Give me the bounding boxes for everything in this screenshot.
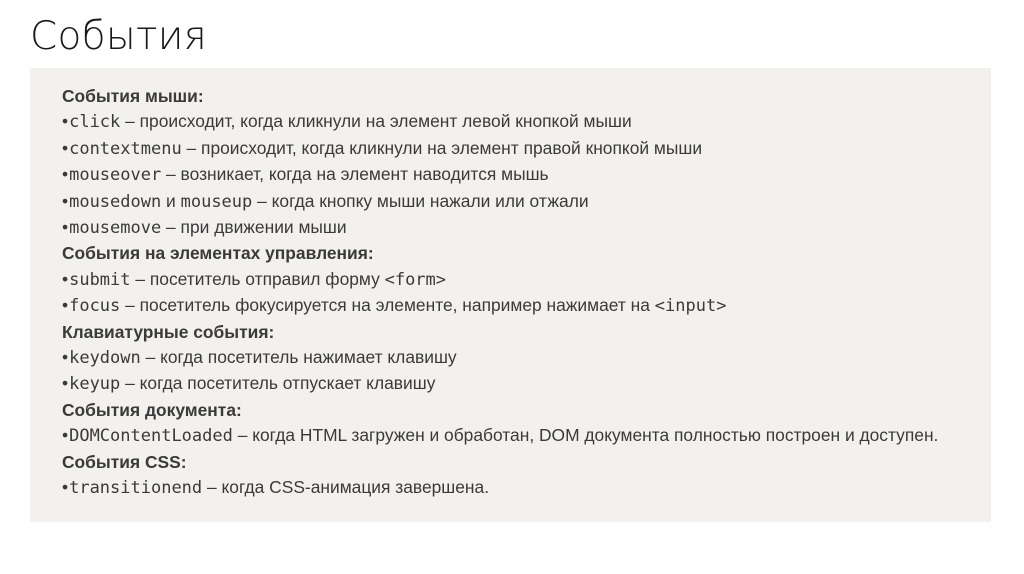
- event-desc: – когда посетитель нажимает клавишу: [140, 347, 457, 368]
- section-heading-keyboard: Клавиатурные события:: [62, 321, 275, 342]
- section-heading-css: События CSS:: [62, 451, 187, 472]
- list-item: [62, 109, 961, 135]
- event-desc: – при движении мыши: [161, 217, 347, 238]
- event-code: click: [69, 112, 121, 133]
- event-desc: – посетитель отправил форму: [130, 268, 385, 289]
- list-item: [62, 162, 961, 188]
- list-item: [62, 371, 961, 397]
- bullet: •: [62, 295, 69, 316]
- event-code: mouseup: [180, 191, 253, 212]
- event-code: transitionend: [69, 478, 203, 499]
- event-code: keydown: [69, 348, 141, 369]
- list-item: [62, 293, 961, 319]
- event-desc: – когда кнопку мыши нажали или отжали: [252, 190, 589, 211]
- event-desc: – когда CSS-анимация завершена.: [202, 477, 490, 498]
- bullet: •: [62, 268, 69, 289]
- event-desc: – возникает, когда на элемент наводится мышь: [161, 164, 549, 185]
- content-panel: [30, 68, 991, 522]
- bullet: •: [62, 217, 69, 238]
- event-desc: – происходит, когда кликнули на элемент правой кнопкой мыши: [181, 137, 703, 158]
- event-desc: – когда HTML загружен и обработан, DOM документа полностью построен и доступен.: [232, 425, 939, 446]
- bullet: •: [62, 137, 69, 158]
- event-code: DOMContentLoaded: [69, 426, 233, 447]
- bullet: •: [62, 425, 69, 446]
- bullet: •: [62, 373, 69, 394]
- bullet: •: [62, 347, 69, 368]
- event-conj: и: [161, 190, 181, 211]
- event-code: mousemove: [69, 218, 162, 239]
- bullet: •: [62, 111, 69, 132]
- list-item: [62, 136, 961, 162]
- list-item: [62, 189, 961, 215]
- event-desc: – посетитель фокусируется на элементе, например нажимает на: [120, 295, 655, 316]
- event-desc: – когда посетитель отпускает клавишу: [120, 373, 436, 394]
- event-code: mousedown: [69, 191, 162, 212]
- bullet: •: [62, 190, 69, 211]
- list-item: [62, 423, 961, 449]
- section-heading-mouse: События мыши:: [62, 86, 204, 106]
- tag-code: <form>: [384, 269, 447, 290]
- section-heading-controls: События на элементах управления:: [62, 243, 374, 264]
- event-code: mouseover: [69, 165, 162, 186]
- bullet: •: [62, 477, 69, 498]
- list-item: [62, 215, 961, 241]
- list-item: [62, 475, 961, 501]
- event-list: [62, 84, 961, 502]
- list-item: [62, 345, 961, 371]
- event-desc: – происходит, когда кликнули на элемент левой кнопкой мыши: [120, 111, 632, 132]
- section-heading-document: События документа:: [62, 399, 242, 420]
- event-code: keyup: [69, 374, 121, 395]
- tag-code: <input>: [654, 296, 727, 317]
- slide-title: События: [30, 14, 208, 59]
- list-item: [62, 267, 961, 293]
- event-code: contextmenu: [69, 138, 182, 159]
- bullet: •: [62, 164, 69, 185]
- event-code: submit: [69, 269, 131, 290]
- event-code: focus: [69, 296, 121, 317]
